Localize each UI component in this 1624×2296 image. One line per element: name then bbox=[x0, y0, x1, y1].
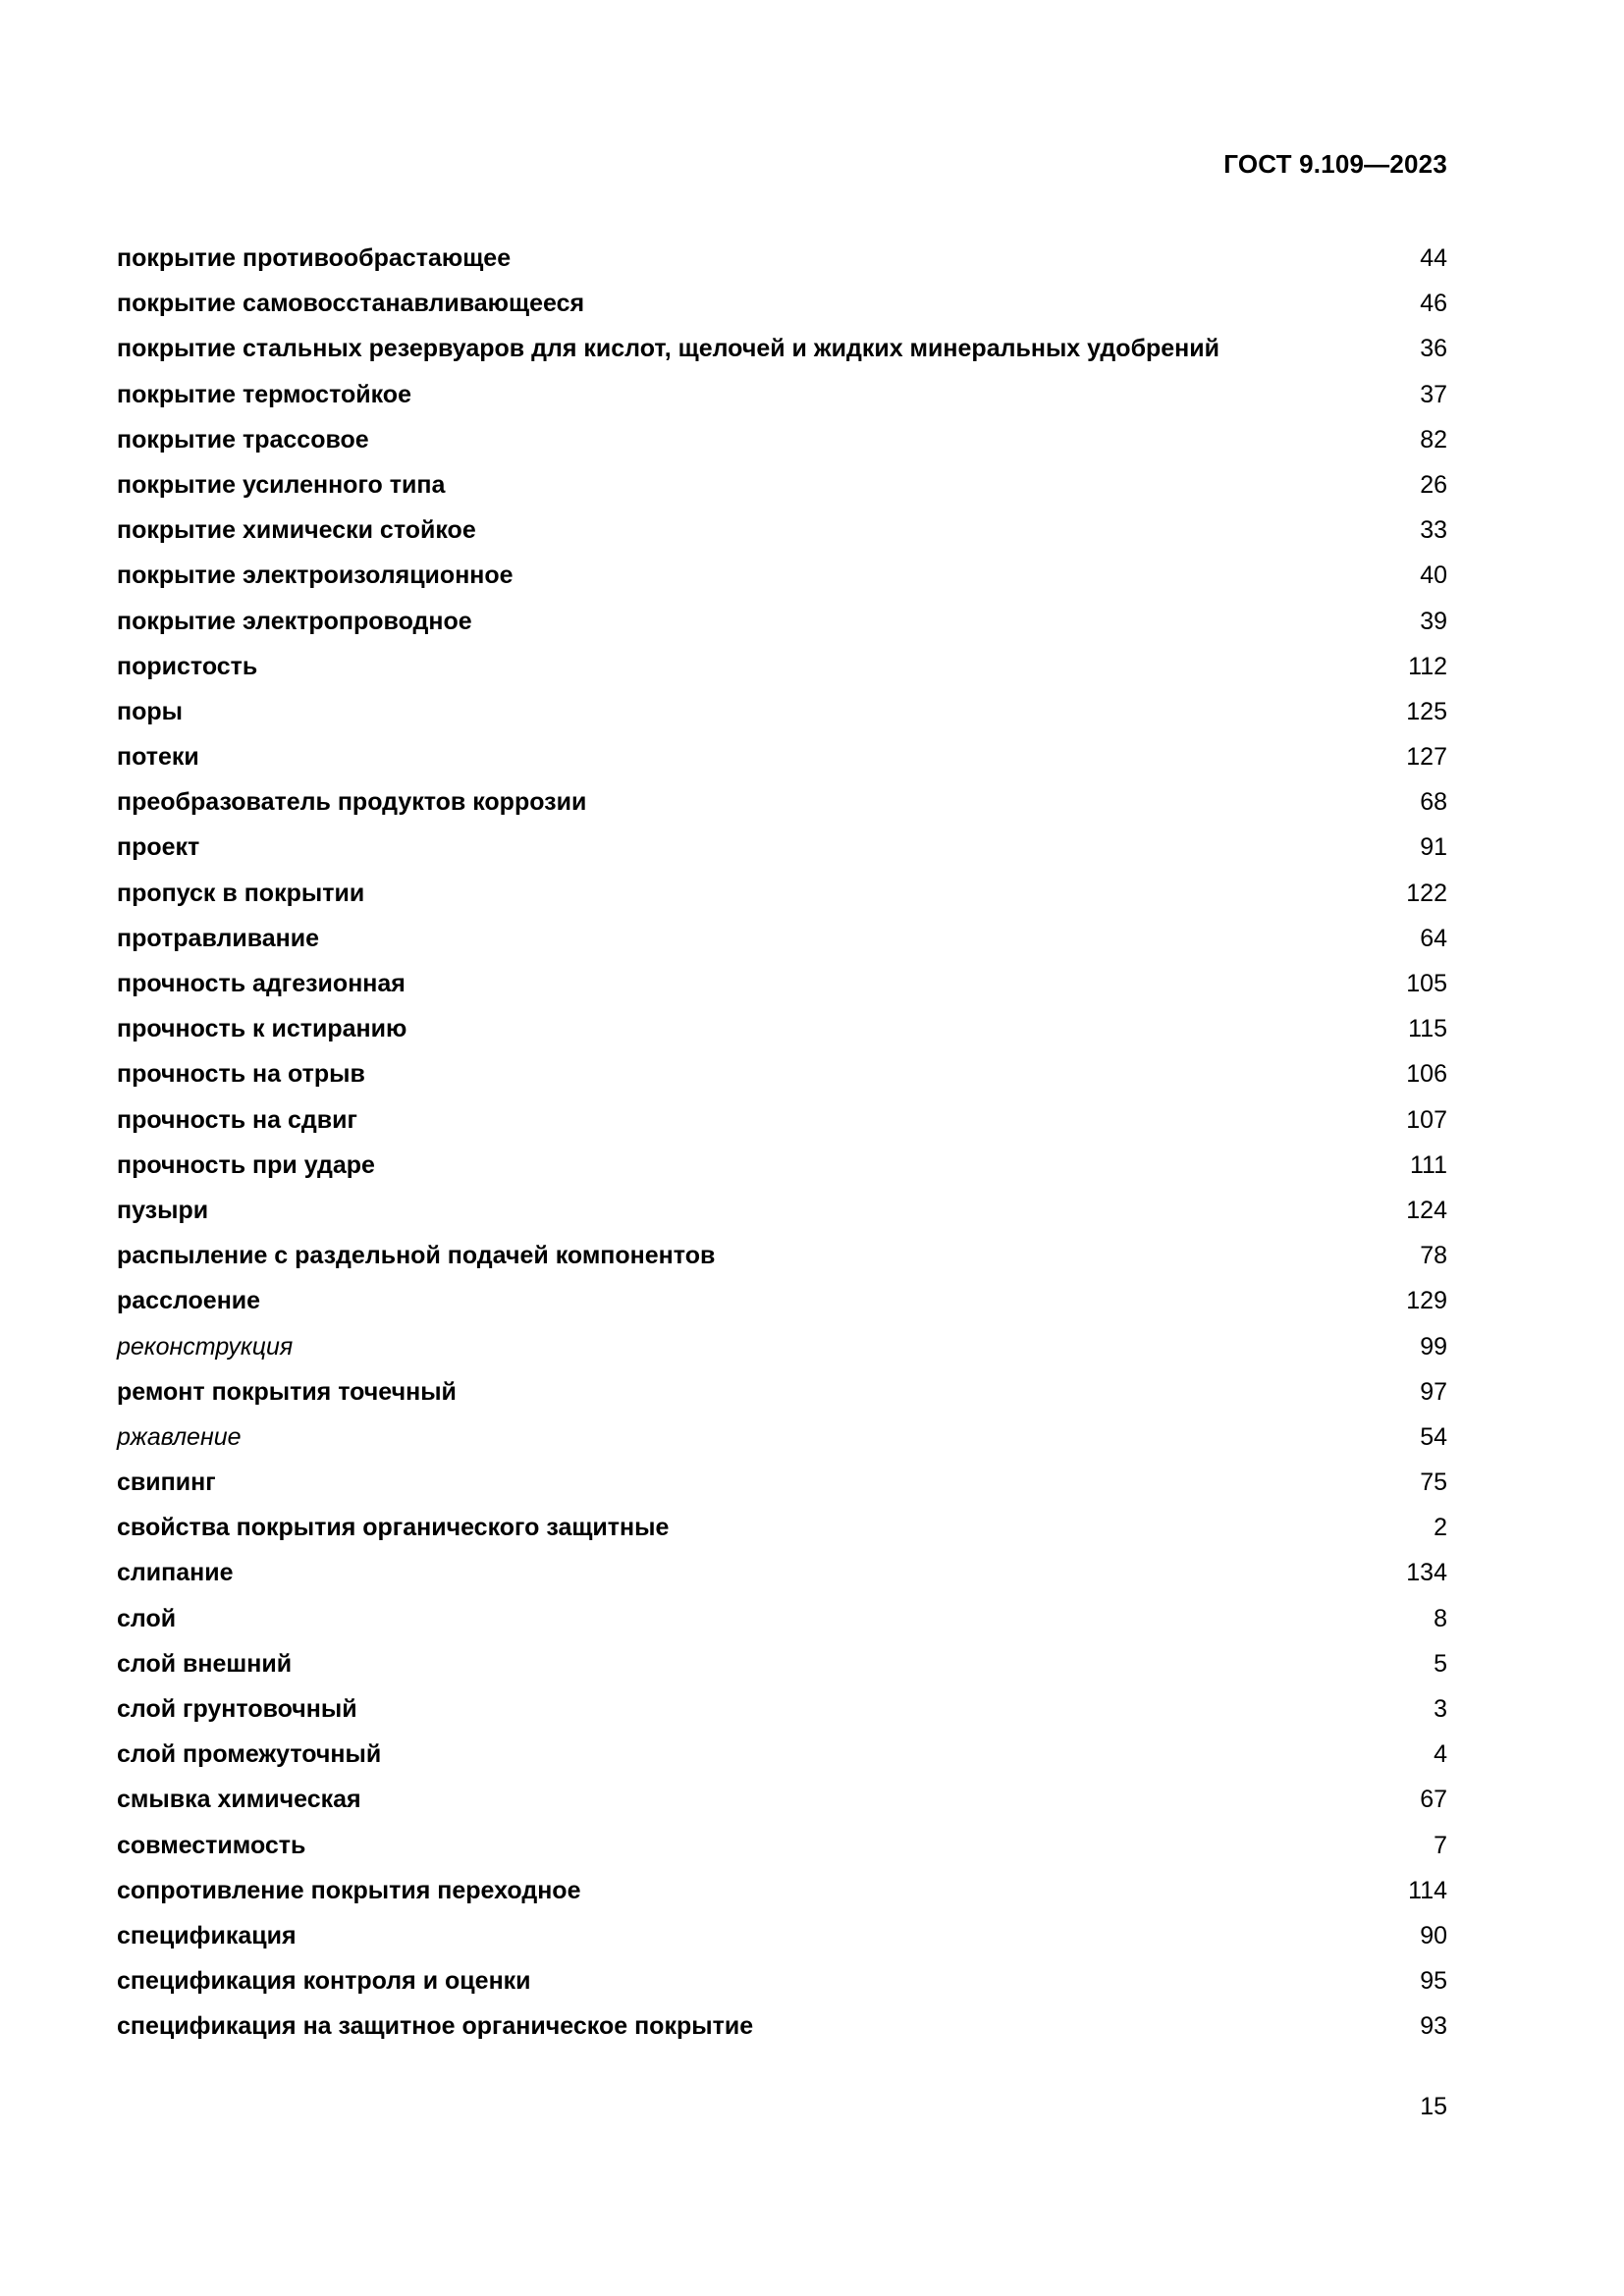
index-term-number: 115 bbox=[1408, 1015, 1447, 1043]
index-entry bbox=[117, 281, 1447, 326]
index-term-number: 64 bbox=[1420, 924, 1447, 952]
index-term-number: 90 bbox=[1420, 1921, 1447, 1949]
index-term: спецификация bbox=[117, 1921, 297, 1949]
index-term-number: 105 bbox=[1406, 970, 1447, 997]
index-term-number: 106 bbox=[1406, 1060, 1447, 1089]
index-term: ремонт покрытия точечный bbox=[117, 1377, 457, 1406]
index-term-number: 99 bbox=[1420, 1332, 1447, 1361]
index-term-number: 39 bbox=[1420, 607, 1447, 635]
index-term-number: 26 bbox=[1420, 470, 1447, 499]
index-term-number: 67 bbox=[1420, 1786, 1447, 1814]
index-entry bbox=[117, 1686, 1447, 1732]
index-entry bbox=[117, 825, 1447, 870]
index-term-number: 3 bbox=[1434, 1695, 1447, 1723]
index-term: свипинг bbox=[117, 1468, 216, 1497]
index-term-number: 8 bbox=[1434, 1604, 1447, 1632]
index-entry bbox=[117, 462, 1447, 507]
index-term: прочность на отрыв bbox=[117, 1060, 365, 1089]
index-entry bbox=[117, 2003, 1447, 2049]
index-entry bbox=[117, 417, 1447, 462]
term-index-list bbox=[117, 236, 1447, 2050]
index-entry bbox=[117, 507, 1447, 553]
index-entry bbox=[117, 1913, 1447, 1958]
index-term: спецификация контроля и оценки bbox=[117, 1967, 531, 1996]
index-entry bbox=[117, 1732, 1447, 1777]
index-entry bbox=[117, 236, 1447, 281]
index-term: распыление с раздельной подачей компонентов bbox=[117, 1242, 716, 1270]
index-term-number: 122 bbox=[1406, 879, 1447, 907]
index-term: протравливание bbox=[117, 924, 320, 952]
document-header: ГОСТ 9.109—2023 bbox=[1223, 149, 1447, 179]
index-term: пузыри bbox=[117, 1196, 209, 1224]
index-term-number: 91 bbox=[1420, 833, 1447, 862]
page-number: 15 bbox=[1420, 2093, 1447, 2120]
index-term: слой промежуточный bbox=[117, 1740, 382, 1769]
index-entry bbox=[117, 689, 1447, 734]
index-entry bbox=[117, 779, 1447, 825]
index-term-number: 114 bbox=[1408, 1876, 1447, 1904]
index-term-number: 82 bbox=[1420, 425, 1447, 454]
index-term: свойства покрытия органического защитные bbox=[117, 1514, 670, 1542]
index-term-number: 5 bbox=[1434, 1649, 1447, 1678]
index-term-number: 129 bbox=[1406, 1287, 1447, 1315]
index-term-number: 54 bbox=[1420, 1422, 1447, 1451]
index-entry bbox=[117, 1233, 1447, 1278]
index-term: пропуск в покрытии bbox=[117, 879, 365, 907]
index-term: спецификация на защитное органическое покрытие bbox=[117, 2012, 754, 2041]
index-term-number: 33 bbox=[1420, 516, 1447, 545]
index-term: реконструкция bbox=[117, 1332, 294, 1361]
index-term-number: 93 bbox=[1420, 2012, 1447, 2041]
index-term: расслоение bbox=[117, 1287, 261, 1315]
index-term-number: 127 bbox=[1406, 743, 1447, 772]
index-entry bbox=[117, 1369, 1447, 1415]
index-term: прочность при ударе bbox=[117, 1150, 375, 1179]
index-term-number: 46 bbox=[1420, 290, 1447, 318]
index-entry bbox=[117, 1641, 1447, 1686]
index-term: покрытие термостойкое bbox=[117, 380, 411, 408]
index-term-number: 111 bbox=[1409, 1150, 1447, 1179]
index-entry bbox=[117, 1550, 1447, 1595]
index-entry bbox=[117, 961, 1447, 1006]
index-term-number: 37 bbox=[1420, 380, 1447, 408]
index-term: слипание bbox=[117, 1559, 234, 1587]
index-term-number: 68 bbox=[1420, 788, 1447, 817]
index-entry bbox=[117, 1051, 1447, 1096]
index-term: сопротивление покрытия переходное bbox=[117, 1876, 581, 1904]
index-term: пористость bbox=[117, 652, 258, 680]
index-entry bbox=[117, 1596, 1447, 1641]
index-term: покрытие усиленного типа bbox=[117, 470, 446, 499]
index-term-number: 112 bbox=[1408, 652, 1447, 680]
index-term-number: 44 bbox=[1420, 244, 1447, 272]
index-term-number: 7 bbox=[1434, 1831, 1447, 1859]
index-term-number: 124 bbox=[1406, 1196, 1447, 1224]
index-term: слой грунтовочный bbox=[117, 1695, 357, 1723]
index-entry bbox=[117, 1505, 1447, 1550]
index-term: поры bbox=[117, 697, 183, 725]
index-entry bbox=[117, 1777, 1447, 1822]
index-entry bbox=[117, 1188, 1447, 1233]
index-term: покрытие стальных резервуаров для кислот, щелочей и жидких минеральных удобрений bbox=[117, 335, 1220, 363]
index-term-number: 125 bbox=[1406, 697, 1447, 725]
index-entry bbox=[117, 1097, 1447, 1143]
index-entry bbox=[117, 1868, 1447, 1913]
index-term-number: 36 bbox=[1420, 335, 1447, 363]
index-term: покрытие электроизоляционное bbox=[117, 561, 514, 590]
index-entry bbox=[117, 1415, 1447, 1460]
index-entry bbox=[117, 1006, 1447, 1051]
index-entry bbox=[117, 1324, 1447, 1369]
index-term-number: 40 bbox=[1420, 561, 1447, 590]
index-term-number: 107 bbox=[1406, 1105, 1447, 1134]
index-entry bbox=[117, 326, 1447, 371]
index-term-number: 78 bbox=[1420, 1242, 1447, 1270]
index-entry bbox=[117, 734, 1447, 779]
index-term: прочность на сдвиг bbox=[117, 1105, 357, 1134]
index-term: покрытие химически стойкое bbox=[117, 516, 476, 545]
index-entry bbox=[117, 1958, 1447, 2003]
index-term-number: 95 bbox=[1420, 1967, 1447, 1996]
index-entry bbox=[117, 1460, 1447, 1505]
index-term: ржавление bbox=[117, 1422, 242, 1451]
index-term-number: 97 bbox=[1420, 1377, 1447, 1406]
index-term: покрытие противообрастающее bbox=[117, 244, 512, 272]
index-term: слой внешний bbox=[117, 1649, 293, 1678]
index-term: совместимость bbox=[117, 1831, 306, 1859]
index-entry bbox=[117, 553, 1447, 598]
index-term: покрытие трассовое bbox=[117, 425, 369, 454]
index-term-number: 75 bbox=[1420, 1468, 1447, 1497]
index-entry bbox=[117, 916, 1447, 961]
index-term: преобразователь продуктов коррозии bbox=[117, 788, 587, 817]
index-term: покрытие электропроводное bbox=[117, 607, 472, 635]
index-entry bbox=[117, 871, 1447, 916]
index-entry bbox=[117, 1278, 1447, 1323]
index-term: смывка химическая bbox=[117, 1786, 361, 1814]
index-term-number: 134 bbox=[1406, 1559, 1447, 1587]
index-entry bbox=[117, 644, 1447, 689]
index-term: потеки bbox=[117, 743, 199, 772]
index-term-number: 4 bbox=[1434, 1740, 1447, 1769]
index-entry bbox=[117, 372, 1447, 417]
index-entry bbox=[117, 1143, 1447, 1188]
index-term: прочность к истиранию bbox=[117, 1015, 407, 1043]
index-term-number: 2 bbox=[1434, 1514, 1447, 1542]
index-term: слой bbox=[117, 1604, 177, 1632]
index-term: проект bbox=[117, 833, 200, 862]
index-term: прочность адгезионная bbox=[117, 970, 406, 997]
index-entry bbox=[117, 599, 1447, 644]
index-term: покрытие самовосстанавливающееся bbox=[117, 290, 585, 318]
index-entry bbox=[117, 1823, 1447, 1868]
